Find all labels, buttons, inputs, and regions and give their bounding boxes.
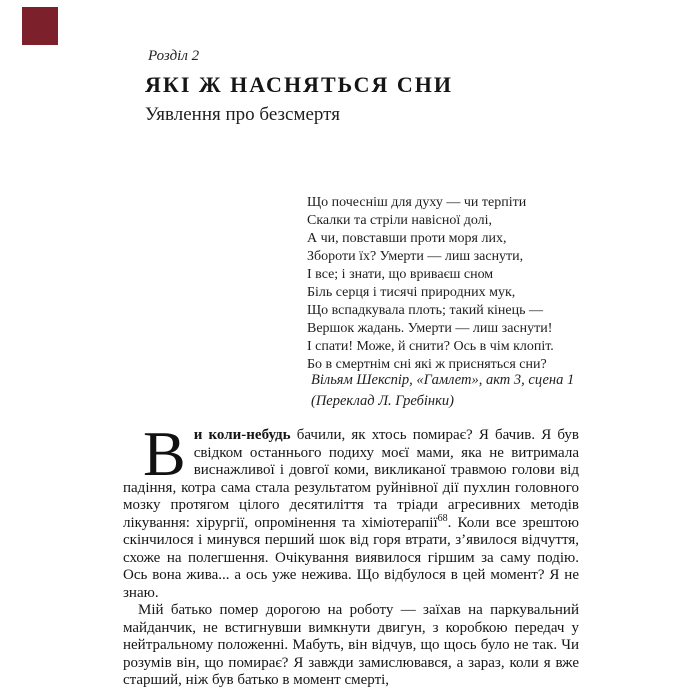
paragraph-first	[123, 418, 580, 602]
chapter-label: Розділ 2	[148, 48, 200, 64]
body-text	[123, 418, 580, 690]
poem-line: Що вспадкувала плоть; такий кінець —	[307, 303, 544, 318]
chapter-subtitle: Уявлення про безсмертя	[145, 104, 340, 125]
poem-line: Що почесніш для духу — чи терпіти	[307, 195, 527, 210]
chapter-title: ЯКІ Ж НАСНЯТЬСЯ СНИ	[145, 72, 454, 97]
paragraph-second: Мій батько помер дорогою на роботу — заїхав на паркувальний майданчик, не встигнувши вимкнути двигун, з коробкою передач у нейтральному положенні. Мабуть, він відчув, що щось було не так. Чи розумів він, що помирає? Я завжди замислювався, а зараз, коли я вже старший, ніж був батько в момент смерті,	[123, 602, 579, 688]
poem-line: Бо в смертнім сні які ж присняться сни?	[307, 357, 547, 372]
poem-line: Біль серця і тисячі природних мук,	[307, 285, 516, 300]
poem-line: Збороти їх? Умерти — лиш заснути,	[307, 249, 524, 264]
poem-line: Скалки та стріли навісної долі,	[307, 213, 493, 228]
poem-line: Вершок жадань. Умерти — лиш заснути!	[307, 321, 553, 336]
epigraph-attribution	[311, 370, 574, 412]
attribution-line: Вільям Шекспір, «Гамлет», акт 3, сцена 1	[311, 372, 575, 388]
paragraph-text: бачили, як хтось помирає? Я бачив. Я був свідком останнього подиху моєї мами, яка не витримала виснажливої і довгої коми, викликаної травмою голови від падіння, котра сама стала результатом руйнівної дії пухлин головного мозку протягом цілого десятиліття та тріади агресивних методів лікування: хірургії, опромінення та хіміотерапії	[123, 427, 580, 531]
attribution-line: (Переклад Л. Гребінки)	[311, 393, 454, 409]
poem-line: А чи, повставши проти моря лих,	[307, 231, 507, 246]
paragraph-text: . Коли все зрештою скінчилося і минувся перший шок від горя втрати, з’явилося відчуття, схоже на полегшення. Очікування виявилося гіршим за саму подію. Ось вона жива... а ось уже нежива. Що відбулося в цей момент? Я не знаю.	[123, 514, 580, 601]
chapter-corner-marker	[22, 7, 58, 45]
epigraph-poem	[307, 194, 554, 374]
footnote-reference: 68	[437, 512, 448, 524]
poem-line: І спати! Може, й снити? Ось в чім клопіт.	[307, 339, 554, 354]
dropcap-letter: В	[143, 418, 186, 489]
poem-line: І все; і знати, що вриваєш сном	[307, 267, 494, 282]
lead-in-bold: и коли-небудь	[193, 427, 291, 443]
